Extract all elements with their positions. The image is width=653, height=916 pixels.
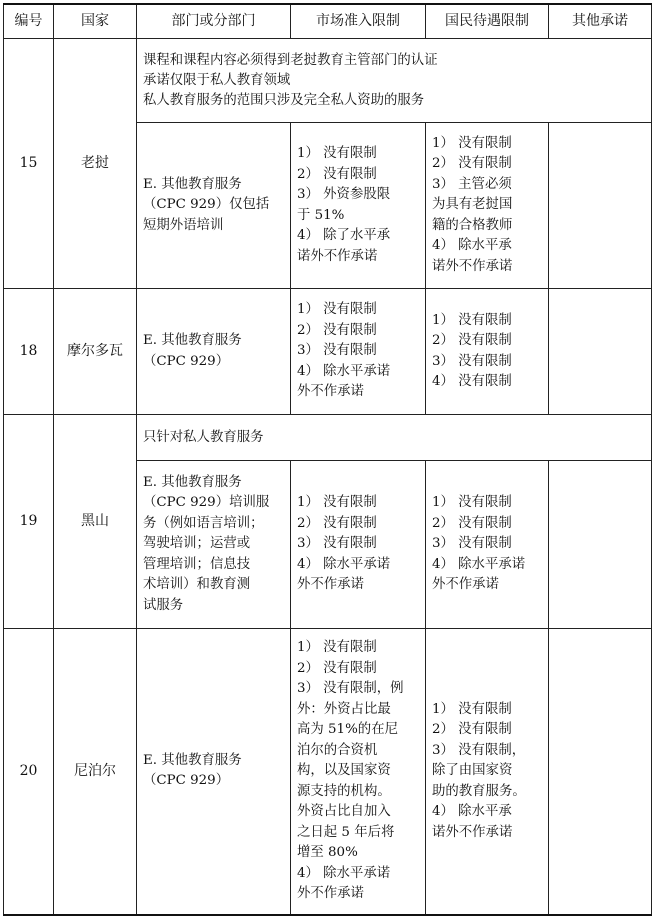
header-sector: 部门或分部门 [137, 4, 291, 39]
sector-line: E. 其他教育服务 [143, 752, 242, 768]
sector-line: E. 其他教育服务 [143, 176, 242, 192]
market-access-line: 1） 没有限制 [297, 302, 377, 318]
other-commitments-cell [549, 461, 652, 629]
market-access-cell [291, 123, 426, 289]
sector-line: 驾驶培训；运营或 [143, 536, 251, 552]
national-treatment-line: 1） 没有限制 [432, 495, 512, 511]
national-treatment-line: 4） 没有限制 [432, 374, 512, 389]
sector-line: 管理培训；信息技 [143, 556, 251, 572]
market-access-line: 3） 外资参股限 [297, 187, 391, 202]
table-row [4, 39, 652, 123]
header-market-access: 市场准入限制 [291, 4, 426, 39]
national-treatment-line: 为具有老挝国 [432, 197, 513, 213]
other-commitments-cell [549, 289, 652, 415]
table-row [4, 629, 652, 915]
sector-line: （CPC 929）仅包括 [143, 197, 270, 213]
sector-cell [137, 629, 291, 915]
market-access-line: 2） 没有限制 [297, 515, 377, 531]
market-access-line: 诺外不作承诺 [297, 248, 378, 264]
market-access-line: 4） 除水平承诺 [297, 556, 391, 572]
row-number: 18 [4, 289, 54, 415]
sector-line: （CPC 929） [143, 353, 230, 369]
market-access-line: 4） 除了水平承 [297, 228, 391, 243]
market-access-line: 3） 没有限制 [297, 343, 377, 359]
sector-line: E. 其他教育服务 [143, 333, 242, 348]
sector-cell [137, 123, 291, 289]
market-access-line: 1） 没有限制 [297, 146, 377, 161]
national-treatment-line: 4） 除水平承 [432, 804, 512, 819]
note-line: 只针对私人教育服务 [143, 429, 264, 445]
other-commitments-cell [549, 123, 652, 289]
market-access-line: 2） 没有限制 [297, 660, 377, 676]
national-treatment-line: 2） 没有限制 [432, 515, 512, 531]
row-country: 摩尔多瓦 [54, 289, 137, 415]
other-commitments-cell [549, 629, 652, 915]
national-treatment-line: 3） 没有限制， [432, 742, 526, 758]
market-access-line: 构，以及国家资 [297, 763, 391, 778]
national-treatment-line: 4） 除水平承诺 [432, 556, 526, 572]
national-treatment-line: 1） 没有限制 [432, 135, 512, 151]
national-treatment-line: 2） 没有限制 [432, 333, 512, 348]
market-access-line: 外不作承诺 [297, 577, 364, 593]
national-treatment-cell [426, 461, 549, 629]
market-access-line: 高为 51%的在尼 [297, 722, 398, 737]
commitments-table [3, 3, 652, 916]
note-line: 承诺仅限于私人教育领域 [143, 72, 291, 88]
national-treatment-line: 3） 没有限制 [432, 536, 512, 552]
market-access-line: 外：外资占比最 [297, 701, 391, 717]
national-treatment-line: 外不作承诺 [432, 577, 499, 593]
header-row [4, 4, 652, 39]
sector-line: （CPC 929） [143, 773, 230, 789]
sector-line: 短期外语培训 [143, 217, 224, 233]
market-access-line: 增至 80% [297, 845, 358, 860]
market-access-line: 源支持的机构。 [297, 783, 391, 799]
note-line: 课程和课程内容必须得到老挝教育主管部门的认证 [143, 52, 438, 68]
national-treatment-cell [426, 123, 549, 289]
sector-line: （CPC 929）培训服 [143, 495, 270, 511]
market-access-line: 于 51% [297, 207, 345, 223]
market-access-line: 1） 没有限制 [297, 640, 377, 655]
row-country: 黑山 [54, 415, 137, 629]
table-row [4, 289, 652, 415]
table-row [4, 415, 652, 461]
market-access-line: 3） 没有限制，例 [297, 681, 404, 696]
row-number: 20 [4, 629, 54, 915]
national-treatment-line: 籍的合格教师 [432, 217, 513, 233]
market-access-line: 泊尔的合资机 [297, 742, 378, 758]
market-access-line: 外资占比自加入 [297, 804, 391, 819]
market-access-line: 外不作承诺 [297, 384, 364, 400]
sector-line: 试服务 [143, 597, 184, 613]
market-access-cell [291, 289, 426, 415]
market-access-line: 2） 没有限制 [297, 166, 377, 182]
market-access-cell [291, 461, 426, 629]
market-access-line: 2） 没有限制 [297, 322, 377, 338]
row-country: 尼泊尔 [54, 629, 137, 915]
sector-cell [137, 461, 291, 629]
national-treatment-line: 助的教育服务。 [432, 783, 526, 799]
row-note [137, 39, 652, 123]
national-treatment-cell [426, 289, 549, 415]
national-treatment-line: 2） 没有限制 [432, 156, 512, 172]
market-access-line: 3） 没有限制 [297, 536, 377, 552]
header-country: 国家 [54, 4, 137, 39]
row-country: 老挝 [54, 39, 137, 289]
national-treatment-line: 诺外不作承诺 [432, 824, 513, 840]
row-number: 15 [4, 39, 54, 289]
market-access-cell [291, 629, 426, 915]
national-treatment-line: 3） 没有限制 [432, 353, 512, 369]
header-other-commitments: 其他承诺 [549, 4, 652, 39]
national-treatment-line: 1） 没有限制 [432, 701, 512, 717]
note-line: 私人教育服务的范围只涉及完全私人资助的服务 [143, 92, 425, 108]
row-number: 19 [4, 415, 54, 629]
national-treatment-line: 除了由国家资 [432, 763, 513, 778]
market-access-line: 4） 除水平承诺 [297, 363, 391, 379]
national-treatment-line: 4） 除水平承 [432, 238, 512, 254]
market-access-line: 外不作承诺 [297, 886, 364, 901]
national-treatment-line: 3） 主管必须 [432, 176, 512, 192]
national-treatment-cell [426, 629, 549, 915]
market-access-line: 1） 没有限制 [297, 495, 377, 511]
market-access-line: 4） 除水平承诺 [297, 865, 391, 881]
sector-line: 务（例如语言培训； [143, 515, 264, 531]
national-treatment-line: 诺外不作承诺 [432, 258, 513, 274]
sector-line: 术培训）和教育测 [143, 577, 251, 593]
national-treatment-line: 1） 没有限制 [432, 312, 512, 328]
market-access-line: 之日起 5 年后将 [297, 824, 395, 840]
sector-line: E. 其他教育服务 [143, 474, 242, 490]
header-national-treatment: 国民待遇限制 [426, 4, 549, 39]
sector-cell [137, 289, 291, 415]
header-number: 编号 [4, 4, 54, 39]
row-note [137, 415, 652, 461]
national-treatment-line: 2） 没有限制 [432, 722, 512, 737]
